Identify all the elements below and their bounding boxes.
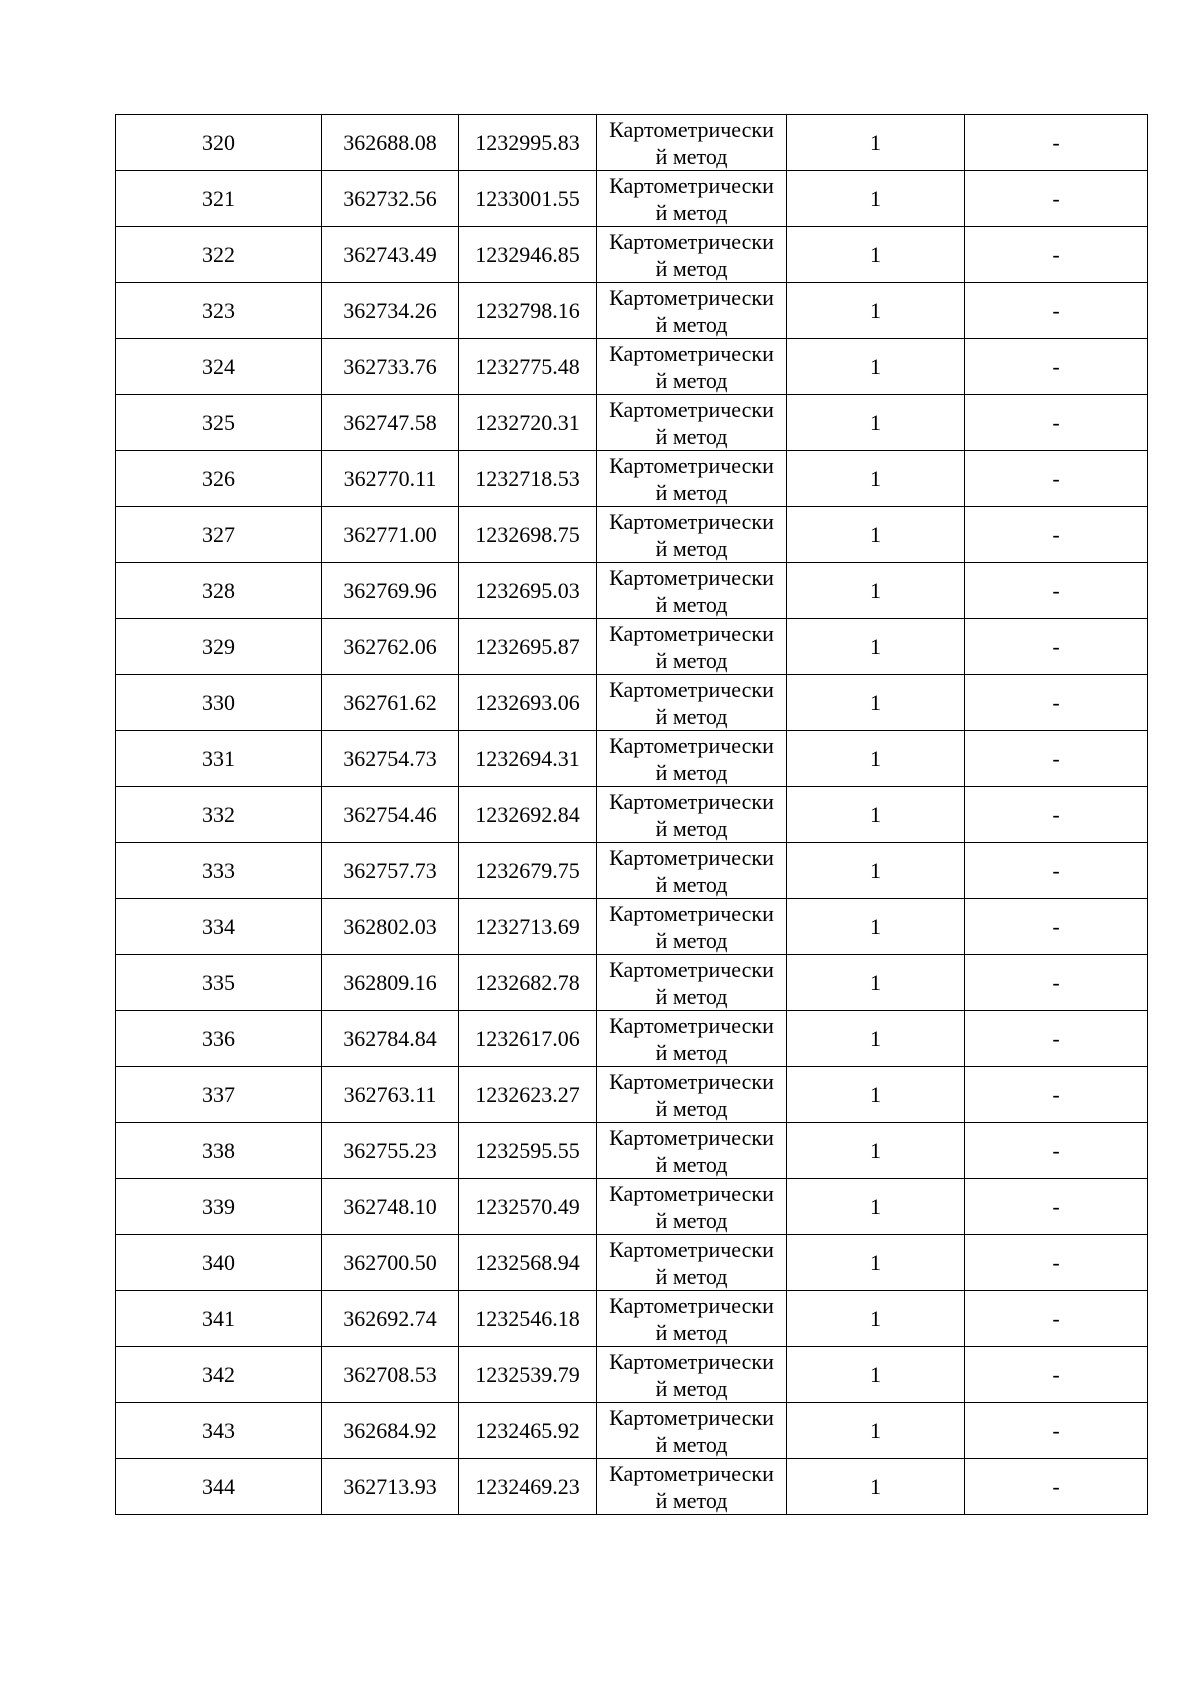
y-coordinate-cell: 1232568.94 — [459, 1235, 597, 1291]
method-cell — [597, 1403, 787, 1459]
method-text-line-2: й метод — [655, 1039, 728, 1065]
y-coordinate-cell: 1232546.18 — [459, 1291, 597, 1347]
precision-cell: 1 — [787, 731, 965, 787]
table-row — [116, 395, 1148, 451]
table-row — [116, 955, 1148, 1011]
y-coordinate-cell: 1232713.69 — [459, 899, 597, 955]
precision-cell: 1 — [787, 843, 965, 899]
method-text-line-2: й метод — [655, 479, 728, 505]
method-text-line-2: й метод — [655, 927, 728, 953]
precision-cell: 1 — [787, 1347, 965, 1403]
note-cell: - — [965, 227, 1148, 283]
x-coordinate-cell: 362757.73 — [322, 843, 459, 899]
x-coordinate-cell: 362755.23 — [322, 1123, 459, 1179]
note-cell: - — [965, 955, 1148, 1011]
point-number-cell: 322 — [116, 227, 322, 283]
y-coordinate-cell: 1232570.49 — [459, 1179, 597, 1235]
method-text-line-2: й метод — [655, 1151, 728, 1177]
point-number-cell: 337 — [116, 1067, 322, 1123]
point-number-cell: 334 — [116, 899, 322, 955]
y-coordinate-cell: 1232946.85 — [459, 227, 597, 283]
x-coordinate-cell: 362732.56 — [322, 171, 459, 227]
table-row — [116, 1403, 1148, 1459]
y-coordinate-cell: 1232692.84 — [459, 787, 597, 843]
precision-cell: 1 — [787, 227, 965, 283]
method-text-line-1: Картометрически — [609, 844, 774, 870]
method-text-line-1: Картометрически — [609, 1124, 774, 1150]
y-coordinate-cell: 1232469.23 — [459, 1459, 597, 1515]
table-row — [116, 1011, 1148, 1067]
y-coordinate-cell: 1232679.75 — [459, 843, 597, 899]
note-cell: - — [965, 1011, 1148, 1067]
table-row — [116, 899, 1148, 955]
note-cell: - — [965, 1459, 1148, 1515]
y-coordinate-cell: 1232617.06 — [459, 1011, 597, 1067]
note-cell: - — [965, 1235, 1148, 1291]
method-text-line-1: Картометрически — [609, 956, 774, 982]
method-text-line-2: й метод — [655, 591, 728, 617]
y-coordinate-cell: 1232698.75 — [459, 507, 597, 563]
method-cell — [597, 899, 787, 955]
method-text-line-2: й метод — [655, 759, 728, 785]
precision-cell: 1 — [787, 283, 965, 339]
point-number-cell: 329 — [116, 619, 322, 675]
table-row — [116, 1291, 1148, 1347]
table-row — [116, 1067, 1148, 1123]
method-cell — [597, 507, 787, 563]
note-cell: - — [965, 283, 1148, 339]
x-coordinate-cell: 362713.93 — [322, 1459, 459, 1515]
precision-cell: 1 — [787, 955, 965, 1011]
method-text-line-2: й метод — [655, 983, 728, 1009]
method-text-line-1: Картометрически — [609, 1236, 774, 1262]
table-row — [116, 843, 1148, 899]
precision-cell: 1 — [787, 563, 965, 619]
method-cell — [597, 1011, 787, 1067]
y-coordinate-cell: 1232695.03 — [459, 563, 597, 619]
precision-cell: 1 — [787, 1067, 965, 1123]
point-number-cell: 336 — [116, 1011, 322, 1067]
method-text-line-2: й метод — [655, 1095, 728, 1121]
note-cell: - — [965, 507, 1148, 563]
method-text-line-1: Картометрически — [609, 228, 774, 254]
point-number-cell: 320 — [116, 115, 322, 171]
method-cell — [597, 843, 787, 899]
note-cell: - — [965, 619, 1148, 675]
table-row — [116, 675, 1148, 731]
precision-cell: 1 — [787, 675, 965, 731]
method-text-line-1: Картометрически — [609, 900, 774, 926]
note-cell: - — [965, 1347, 1148, 1403]
point-number-cell: 342 — [116, 1347, 322, 1403]
method-text-line-2: й метод — [655, 647, 728, 673]
precision-cell: 1 — [787, 451, 965, 507]
method-text-line-1: Картометрически — [609, 172, 774, 198]
table-row — [116, 115, 1148, 171]
method-cell — [597, 171, 787, 227]
method-text-line-2: й метод — [655, 311, 728, 337]
note-cell: - — [965, 1291, 1148, 1347]
table-row — [116, 227, 1148, 283]
point-number-cell: 330 — [116, 675, 322, 731]
note-cell: - — [965, 843, 1148, 899]
method-text-line-2: й метод — [655, 1487, 728, 1513]
method-text-line-1: Картометрически — [609, 396, 774, 422]
method-text-line-2: й метод — [655, 255, 728, 281]
table-row — [116, 171, 1148, 227]
x-coordinate-cell: 362748.10 — [322, 1179, 459, 1235]
precision-cell: 1 — [787, 1459, 965, 1515]
method-text-line-1: Картометрически — [609, 116, 774, 142]
y-coordinate-cell: 1232995.83 — [459, 115, 597, 171]
method-text-line-1: Картометрически — [609, 564, 774, 590]
precision-cell: 1 — [787, 899, 965, 955]
method-text-line-2: й метод — [655, 143, 728, 169]
x-coordinate-cell: 362700.50 — [322, 1235, 459, 1291]
table-row — [116, 507, 1148, 563]
method-text-line-1: Картометрически — [609, 1068, 774, 1094]
note-cell: - — [965, 899, 1148, 955]
note-cell: - — [965, 395, 1148, 451]
precision-cell: 1 — [787, 339, 965, 395]
note-cell: - — [965, 1067, 1148, 1123]
method-cell — [597, 451, 787, 507]
table-row — [116, 339, 1148, 395]
coordinates-table-body — [116, 115, 1148, 1515]
x-coordinate-cell: 362754.46 — [322, 787, 459, 843]
method-cell — [597, 1291, 787, 1347]
point-number-cell: 332 — [116, 787, 322, 843]
point-number-cell: 321 — [116, 171, 322, 227]
method-cell — [597, 731, 787, 787]
method-text-line-1: Картометрически — [609, 452, 774, 478]
method-cell — [597, 675, 787, 731]
method-text-line-2: й метод — [655, 423, 728, 449]
y-coordinate-cell: 1232539.79 — [459, 1347, 597, 1403]
precision-cell: 1 — [787, 1011, 965, 1067]
method-cell — [597, 1347, 787, 1403]
point-number-cell: 324 — [116, 339, 322, 395]
method-cell — [597, 955, 787, 1011]
x-coordinate-cell: 362734.26 — [322, 283, 459, 339]
method-cell — [597, 1459, 787, 1515]
table-row — [116, 1123, 1148, 1179]
note-cell: - — [965, 115, 1148, 171]
method-cell — [597, 1123, 787, 1179]
y-coordinate-cell: 1233001.55 — [459, 171, 597, 227]
note-cell: - — [965, 1179, 1148, 1235]
x-coordinate-cell: 362771.00 — [322, 507, 459, 563]
precision-cell: 1 — [787, 1123, 965, 1179]
y-coordinate-cell: 1232775.48 — [459, 339, 597, 395]
note-cell: - — [965, 451, 1148, 507]
method-text-line-1: Картометрически — [609, 1180, 774, 1206]
precision-cell: 1 — [787, 1403, 965, 1459]
precision-cell: 1 — [787, 787, 965, 843]
table-row — [116, 1347, 1148, 1403]
x-coordinate-cell: 362708.53 — [322, 1347, 459, 1403]
method-text-line-1: Картометрически — [609, 1292, 774, 1318]
point-number-cell: 333 — [116, 843, 322, 899]
method-text-line-2: й метод — [655, 1431, 728, 1457]
x-coordinate-cell: 362754.73 — [322, 731, 459, 787]
y-coordinate-cell: 1232798.16 — [459, 283, 597, 339]
method-text-line-2: й метод — [655, 1263, 728, 1289]
precision-cell: 1 — [787, 1291, 965, 1347]
method-text-line-1: Картометрически — [609, 508, 774, 534]
precision-cell: 1 — [787, 171, 965, 227]
precision-cell: 1 — [787, 1235, 965, 1291]
method-text-line-2: й метод — [655, 871, 728, 897]
method-cell — [597, 1179, 787, 1235]
note-cell: - — [965, 339, 1148, 395]
table-row — [116, 563, 1148, 619]
method-text-line-1: Картометрически — [609, 340, 774, 366]
table-row — [116, 619, 1148, 675]
table-row — [116, 283, 1148, 339]
method-text-line-2: й метод — [655, 535, 728, 561]
y-coordinate-cell: 1232718.53 — [459, 451, 597, 507]
method-text-line-1: Картометрически — [609, 1012, 774, 1038]
note-cell: - — [965, 1123, 1148, 1179]
x-coordinate-cell: 362809.16 — [322, 955, 459, 1011]
point-number-cell: 338 — [116, 1123, 322, 1179]
x-coordinate-cell: 362684.92 — [322, 1403, 459, 1459]
y-coordinate-cell: 1232623.27 — [459, 1067, 597, 1123]
table-row — [116, 1459, 1148, 1515]
y-coordinate-cell: 1232720.31 — [459, 395, 597, 451]
x-coordinate-cell: 362770.11 — [322, 451, 459, 507]
method-cell — [597, 395, 787, 451]
note-cell: - — [965, 675, 1148, 731]
point-number-cell: 331 — [116, 731, 322, 787]
note-cell: - — [965, 1403, 1148, 1459]
table-row — [116, 787, 1148, 843]
x-coordinate-cell: 362769.96 — [322, 563, 459, 619]
point-number-cell: 328 — [116, 563, 322, 619]
note-cell: - — [965, 563, 1148, 619]
method-text-line-2: й метод — [655, 199, 728, 225]
table-row — [116, 731, 1148, 787]
method-text-line-1: Картометрически — [609, 1348, 774, 1374]
method-cell — [597, 619, 787, 675]
precision-cell: 1 — [787, 619, 965, 675]
point-number-cell: 341 — [116, 1291, 322, 1347]
method-text-line-1: Картометрически — [609, 284, 774, 310]
method-text-line-2: й метод — [655, 703, 728, 729]
x-coordinate-cell: 362763.11 — [322, 1067, 459, 1123]
note-cell: - — [965, 787, 1148, 843]
method-cell — [597, 787, 787, 843]
x-coordinate-cell: 362762.06 — [322, 619, 459, 675]
x-coordinate-cell: 362802.03 — [322, 899, 459, 955]
table-row — [116, 451, 1148, 507]
x-coordinate-cell: 362761.62 — [322, 675, 459, 731]
point-number-cell: 326 — [116, 451, 322, 507]
point-number-cell: 343 — [116, 1403, 322, 1459]
method-cell — [597, 115, 787, 171]
method-text-line-1: Картометрически — [609, 1404, 774, 1430]
x-coordinate-cell: 362743.49 — [322, 227, 459, 283]
point-number-cell: 327 — [116, 507, 322, 563]
method-cell — [597, 339, 787, 395]
y-coordinate-cell: 1232693.06 — [459, 675, 597, 731]
method-text-line-2: й метод — [655, 367, 728, 393]
y-coordinate-cell: 1232695.87 — [459, 619, 597, 675]
precision-cell: 1 — [787, 507, 965, 563]
method-text-line-2: й метод — [655, 1375, 728, 1401]
table-row — [116, 1235, 1148, 1291]
y-coordinate-cell: 1232465.92 — [459, 1403, 597, 1459]
y-coordinate-cell: 1232682.78 — [459, 955, 597, 1011]
method-cell — [597, 227, 787, 283]
x-coordinate-cell: 362733.76 — [322, 339, 459, 395]
method-text-line-1: Картометрически — [609, 732, 774, 758]
method-cell — [597, 1067, 787, 1123]
method-cell — [597, 563, 787, 619]
point-number-cell: 339 — [116, 1179, 322, 1235]
point-number-cell: 335 — [116, 955, 322, 1011]
precision-cell: 1 — [787, 1179, 965, 1235]
method-text-line-1: Картометрически — [609, 1460, 774, 1486]
point-number-cell: 325 — [116, 395, 322, 451]
point-number-cell: 344 — [116, 1459, 322, 1515]
method-text-line-2: й метод — [655, 1207, 728, 1233]
x-coordinate-cell: 362784.84 — [322, 1011, 459, 1067]
method-cell — [597, 283, 787, 339]
method-text-line-1: Картометрически — [609, 620, 774, 646]
method-cell — [597, 1235, 787, 1291]
point-number-cell: 323 — [116, 283, 322, 339]
note-cell: - — [965, 171, 1148, 227]
point-number-cell: 340 — [116, 1235, 322, 1291]
y-coordinate-cell: 1232595.55 — [459, 1123, 597, 1179]
x-coordinate-cell: 362747.58 — [322, 395, 459, 451]
method-text-line-2: й метод — [655, 815, 728, 841]
table-row — [116, 1179, 1148, 1235]
precision-cell: 1 — [787, 395, 965, 451]
precision-cell: 1 — [787, 115, 965, 171]
note-cell: - — [965, 731, 1148, 787]
y-coordinate-cell: 1232694.31 — [459, 731, 597, 787]
coordinates-table — [115, 114, 1148, 1515]
method-text-line-2: й метод — [655, 1319, 728, 1345]
x-coordinate-cell: 362688.08 — [322, 115, 459, 171]
method-text-line-1: Картометрически — [609, 788, 774, 814]
method-text-line-1: Картометрически — [609, 676, 774, 702]
x-coordinate-cell: 362692.74 — [322, 1291, 459, 1347]
